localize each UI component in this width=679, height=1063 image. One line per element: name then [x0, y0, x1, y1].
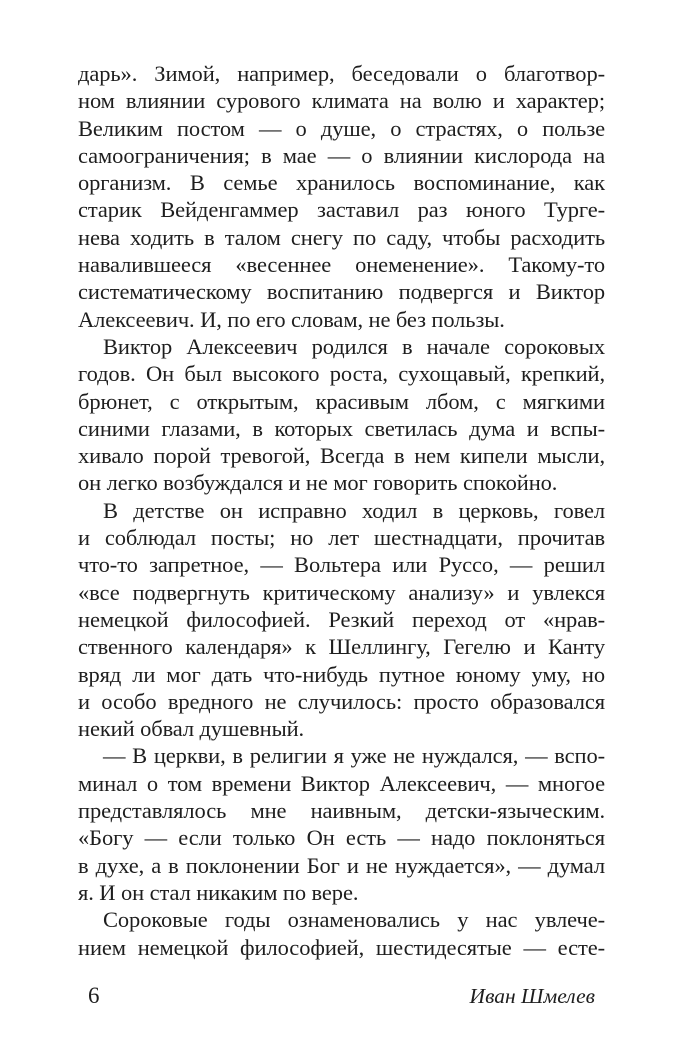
text-line: он легко возбуждался и не мог говорить спокойно.	[78, 470, 558, 496]
text-line: ственного календаря» к Шеллингу, Гегелю и Канту	[78, 634, 605, 660]
text-line: Сороковые годы ознаменовались у нас увлече-	[103, 907, 605, 933]
text-line: и особо вредного не случилось: просто образовался	[78, 688, 605, 714]
text-line: самоограничения; в мае — о влиянии кислорода на	[78, 142, 605, 168]
page-footer	[78, 983, 605, 1009]
text-line: представлялось мне наивным, детски-языческим.	[78, 798, 605, 824]
text-line: брюнет, с открытым, красивым лбом, с мягкими	[78, 388, 605, 414]
text-line: дарь». Зимой, например, беседовали о благотвор-	[78, 61, 605, 86]
text-line: годов. Он был высокого роста, сухощавый, крепкий,	[78, 361, 605, 387]
text-line: хивало порой тревогой, Всегда в нем кипели мысли,	[78, 443, 605, 469]
text-line: Алексеевич. И, по его словам, не без пользы.	[78, 306, 505, 332]
text-line: немецкой философией. Резкий переход от «нрав-	[78, 606, 605, 632]
text-line: «Богу — если только Он есть — надо поклоняться	[78, 825, 605, 851]
text-line: «все подвергнуть критическому анализу» и увлекся	[78, 579, 605, 605]
text-line: минал о том времени Виктор Алексеевич, — многое	[78, 770, 605, 796]
text-line: навалившееся «весеннее онеменение». Такому-то	[78, 252, 605, 278]
text-line: нием немецкой философией, шестидесятые — есте-	[78, 934, 605, 960]
text-line: — В церкви, в религии я уже не нуждался, — вспо-	[103, 743, 605, 769]
text-line: вряд ли мог дать что-нибудь путное юному уму, но	[78, 661, 605, 687]
text-line: синими глазами, в которых светилась дума и вспы-	[78, 415, 605, 441]
text-line: В детстве он исправно ходил в церковь, говел	[103, 497, 605, 523]
text-line: Великим постом — о душе, о страстях, о пользе	[78, 115, 605, 141]
text-line: я. И он стал никаким по вере.	[78, 879, 359, 905]
text-line: и соблюдал посты; но лет шестнадцати, прочитав	[78, 525, 605, 551]
text-line: в духе, а в поклонении Бог и не нуждается», — думал	[78, 852, 605, 878]
text-line: Виктор Алексеевич родился в начале сороковых	[103, 333, 605, 359]
text-line: нева ходить в талом снегу по саду, чтобы расходить	[78, 224, 605, 250]
running-author: Иван Шмелев	[469, 984, 595, 1008]
text-line: организм. В семье хранилось воспоминание, как	[78, 170, 605, 196]
text-line: ном влиянии сурового климата на волю и характер;	[78, 88, 605, 114]
text-line: что-то запретное, — Вольтера или Руссо, — решил	[78, 552, 605, 578]
text-line: некий обвал душевный.	[78, 716, 305, 742]
text-line: старик Вейденгаммер заставил раз юного Турге-	[78, 197, 605, 223]
text-line: систематическому воспитанию подвергся и Виктор	[78, 279, 605, 305]
page-text	[78, 60, 605, 961]
page-number: 6	[88, 983, 100, 1008]
